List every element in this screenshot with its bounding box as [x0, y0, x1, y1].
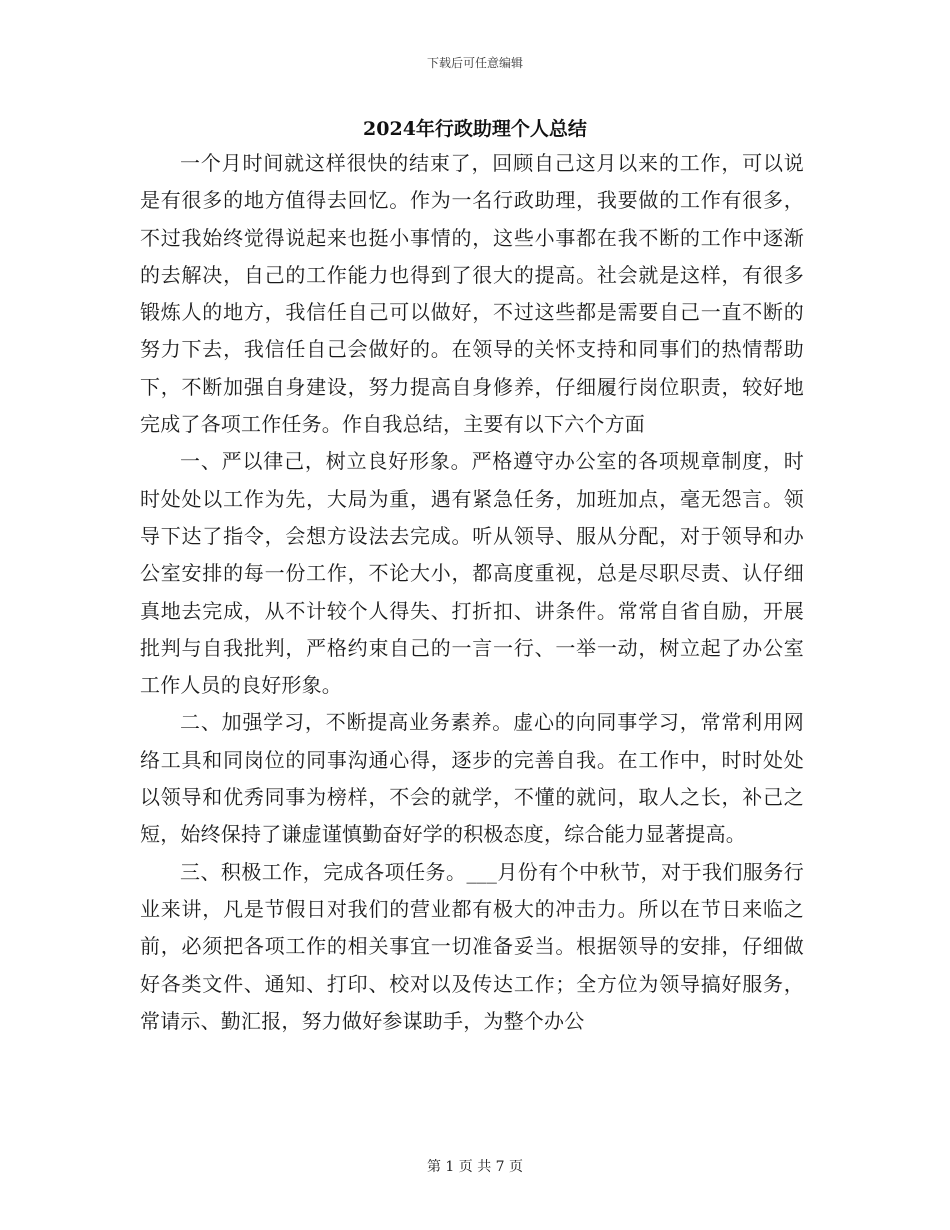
paragraph-section-1: 一、严以律己，树立良好形象。严格遵守办公室的各项规章制度，时时处处以工作为先，大局为重，遇有紧急任务，加班加点，毫无怨言。领导下达了指令，会想方设法去完成。听从领导、服从分配，对于领导和办公室安排的每一份工作，不论大小，都高度重视，总是尽职尽责、认仔细真地去完成，从不计较个人得失、打折扣、讲条件。常常自省自励，开展批判与自我批判，严格约束自己的一言一行、一举一动，树立起了办公室工作人员的良好形象。 — [140, 449, 804, 698]
paragraph-section-3: 三、积极工作，完成各项任务。___月份有个中秋节，对于我们服务行业来讲，凡是节假日对我们的营业都有极大的冲击力。所以在节日来临之前，必须把各项工作的相关事宜一切准备妥当。根据领导的安排，仔细做好各类文件、通知、打印、校对以及传达工作；全方位为领导搞好服务，常请示、勤汇报，努力做好参谋助手，为整个办公 — [140, 859, 804, 1033]
document-body — [140, 145, 804, 1040]
document-title: 2024年行政助理个人总结 — [363, 118, 587, 140]
page-number-footer: 第 1 页 共 7 页 — [426, 1159, 524, 1175]
paragraph-intro: 一个月时间就这样很快的结束了，回顾自己这月以来的工作，可以说是有很多的地方值得去回忆。作为一名行政助理，我要做的工作有很多，不过我始终觉得说起来也挺小事情的，这些小事都在我不断的工作中逐渐的去解决，自己的工作能力也得到了很大的提高。社会就是这样，有很多锻炼人的地方，我信任自己可以做好，不过这些都是需要自己一直不断的努力下去，我信任自己会做好的。在领导的关怀支持和同事们的热情帮助下，不断加强自身建设，努力提高自身修养，仔细履行岗位职责，较好地完成了各项工作任务。作自我总结，主要有以下六个方面 — [140, 151, 804, 437]
paragraph-section-2: 二、加强学习，不断提高业务素养。虚心的向同事学习，常常利用网络工具和同岗位的同事沟通心得，逐步的完善自我。在工作中，时时处处以领导和优秀同事为榜样，不会的就学，不懂的就问，取人之长，补己之短，始终保持了谦虚谨慎勤奋好学的积极态度，综合能力显著提高。 — [140, 710, 804, 847]
header-note: 下载后可任意编辑 — [426, 56, 523, 70]
